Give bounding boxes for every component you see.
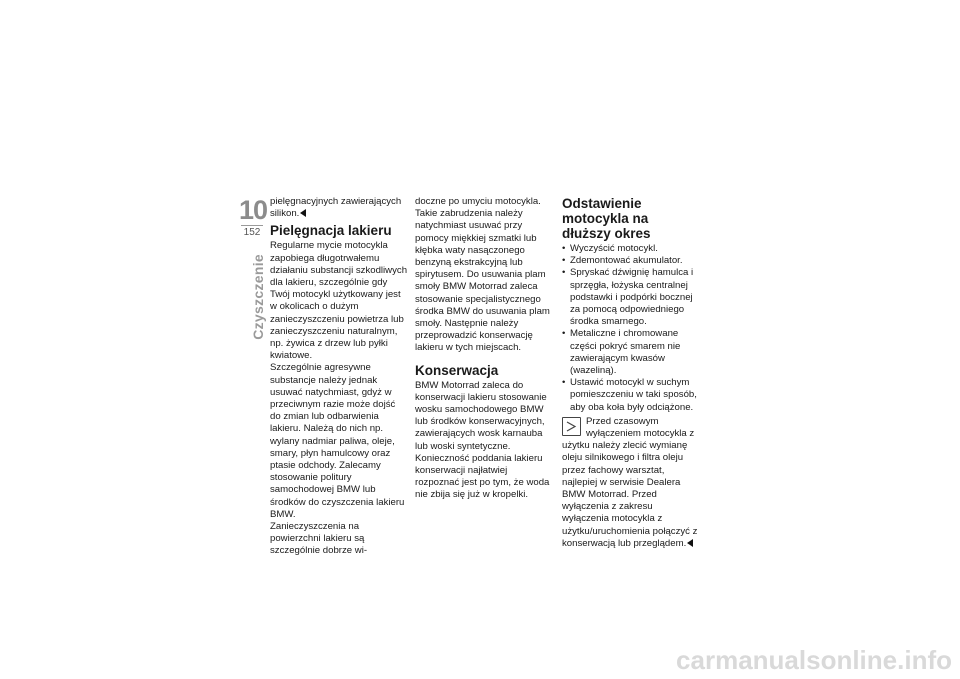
notice-text-first: Przed czasowym wyłączeniem motocykla z xyxy=(586,415,695,440)
chapter-divider xyxy=(241,225,263,226)
list-item: • Wyczyścić motocykl. xyxy=(562,243,700,255)
list-item: • Spryskać dźwignię hamulca i sprzęgła, łożyska centralnej podstawki i podpórki bocznej za pomocą odpowiedniego środka smarnego. xyxy=(562,267,700,328)
list-item: • Zdemontować akumulator. xyxy=(562,255,700,267)
list-item: • Ustawić motocykl w suchym pomieszczeniu w taki sposób, aby oba koła były odciążone. xyxy=(562,377,700,414)
page-number: 152 xyxy=(243,227,261,238)
column-3 xyxy=(562,196,700,550)
paragraph: Regularne mycie motocykla zapobiega długotrwałemu działaniu substancji szkodliwych dla lakieru, szczególnie gdy Twój motocykl użytkowany jest w okolicach o dużym zanieczyszczeniu powietrza lub zanieczyszczeniu naturalnym, np. żywica z drzew lub pyłki kwiatowe. xyxy=(270,240,408,362)
paragraph-text: pielęgnacyjnych zawierających silikon. xyxy=(270,196,402,220)
paragraph: Szczególnie agresywne substancje należy jednak usuwać natychmiast, gdyż w przeciwnym razie może dojść do zmian lub odbarwienia lakieru. Należą do nich np. wylany nadmiar paliwa, oleje, smary, płyn hamulcowy oraz ptasie odchody. Zalecamy stosowanie politury samochodowej BMW lub środków do czyszczenia lakieru BMW. xyxy=(270,362,405,520)
column-2 xyxy=(415,196,553,502)
end-mark-icon xyxy=(300,209,306,217)
storage-steps-list xyxy=(562,243,700,414)
notice-box xyxy=(562,416,700,550)
section-heading-paint-care: Pielęgnacja lakieru xyxy=(270,223,392,239)
watermark: carmanualsonline.info xyxy=(676,645,952,675)
notice-icon xyxy=(562,417,581,436)
paragraph: doczne po umyciu motocykla. Takie zabrudzenia należy natychmiast usuwać przy pomocy miękkiej szmatki lub kłębka waty nasączonego benzyną ekstrakcyjną lub spirytusem. Do usuwania plam smoły BMW Motorrad zaleca stosowanie specjalistycznego środka BMW do usuwania plam smoły. Następnie należy przeprowadzić konserwację lakieru w tych miejscach. xyxy=(415,196,550,354)
section-heading-conservation: Konserwacja xyxy=(415,362,499,378)
chapter-number: 10 xyxy=(239,195,268,225)
notice-text xyxy=(562,440,700,550)
end-mark-icon xyxy=(687,539,693,547)
paragraph: BMW Motorrad zaleca do konserwacji lakieru stosowanie wosku samochodowego BMW lub środków konserwacyjnych, zawierających wosk karnauba lub woski syntetyczne. xyxy=(415,379,547,452)
paragraph: Zanieczyszczenia na powierzchni lakieru są szczególnie dobrze wi- xyxy=(270,521,368,557)
paragraph: Konieczność poddania lakieru konserwacji najłatwiej rozpoznać jest po tym, że woda nie zbija się już w kropelki. xyxy=(415,452,550,501)
column-1 xyxy=(270,196,408,558)
list-item: • Metaliczne i chromowane części pokryć smarem nie zawierającym kwasów (wazeliną). xyxy=(562,328,700,377)
notice-text-body: użytku należy zlecić wymianę oleju silnikowego i filtra oleju przez fachowy warsztat, najlepiej w serwisie Dealera BMW Motorrad. Przed wyłączenia z zakresu wyłączenia motocykla z użytku/uruchomienia połączyć z konserwacją lub przeglądem. xyxy=(562,440,698,549)
section-heading-storage: Odstawienie motocykla na dłuższy okres xyxy=(562,196,651,241)
paragraph xyxy=(270,196,408,220)
chapter-title: Czyszczenie xyxy=(250,254,266,340)
